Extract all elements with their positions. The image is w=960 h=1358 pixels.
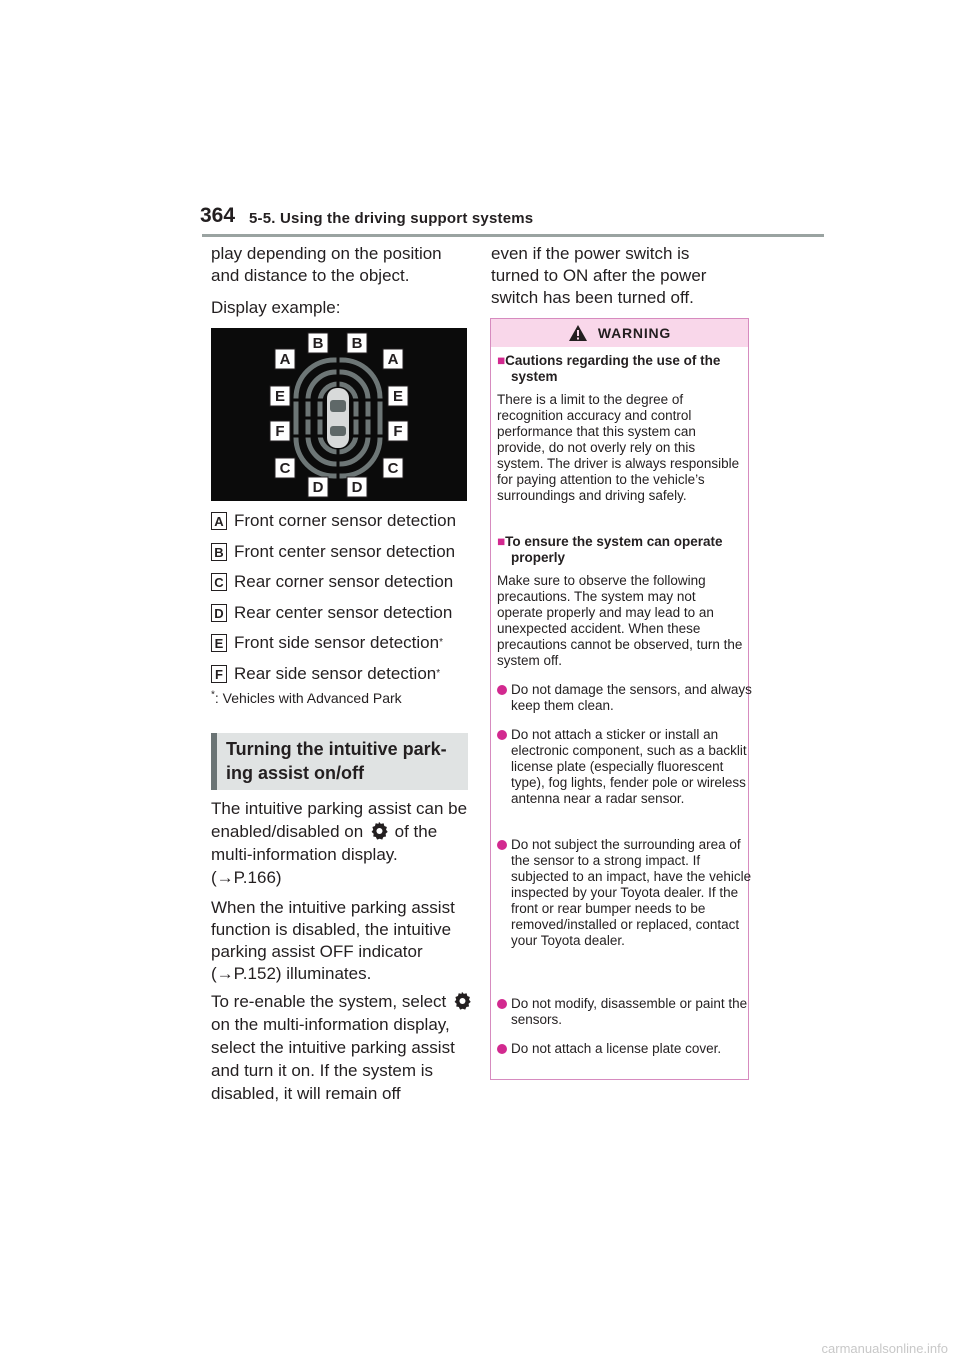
header-rule: [202, 234, 824, 237]
paragraph-enable-disable: The intuitive parking assist can be enabled/disabled on of the multi-information display. (→P.166): [211, 799, 468, 887]
section-heading: Turning the intuitive park- ing assist on/off: [226, 739, 447, 783]
warning-heading-cautions: ■Cautions regarding the use of the system: [497, 353, 721, 384]
legend-item-f: F Rear side sensor detection *: [211, 663, 440, 685]
paragraph-display-intro: play depending on the position and distance to the object.: [211, 244, 442, 285]
warning-header: [491, 319, 748, 347]
legend-letter: B: [211, 543, 227, 561]
warning-box: [490, 318, 752, 1080]
gear-icon: [368, 820, 390, 842]
warning-title: WARNING: [597, 325, 672, 341]
display-example-label: Display example:: [211, 298, 341, 317]
warning-bullet: Do not damage the sensors, and always keep them clean.: [497, 682, 757, 714]
figure-label-f-left: F: [275, 423, 285, 440]
warning-text-operate: Make sure to observe the following precautions. The system may not operate properly and may lead to an unexpected accident. When these precautions cannot be observed, turn the system off.: [497, 573, 743, 668]
figure-label-b-right: B: [351, 335, 363, 352]
legend-letter: D: [211, 604, 227, 622]
watermark: carmanualsonline.info: [821, 1341, 948, 1356]
footnote: *: Vehicles with Advanced Park: [211, 689, 402, 706]
bullet-dot-icon: [497, 840, 507, 850]
page-number: 364: [200, 204, 236, 227]
warning-bullet: Do not subject the surrounding area of the sensor to a strong impact. If subjected to an impact, have the vehicle inspected by your Toyota dealer. If the front or rear bumper needs to be removed/installed or replaced, contact your Toyota dealer.: [497, 837, 757, 949]
legend-item-d: [211, 602, 452, 624]
paragraph-disabled-indicator: When the intuitive parking assist function is disabled, the intuitive parking assist OFF indicator (→P.152) illuminates.: [211, 898, 455, 983]
bullet-dot-icon: [497, 999, 507, 1009]
legend-letter: A: [211, 512, 227, 530]
figure-label-e-left: E: [274, 388, 286, 405]
figure-label-a-left: A: [279, 351, 291, 368]
gear-icon: [451, 990, 473, 1012]
warning-bullet: Do not attach a sticker or install an electronic component, such as a backlit license plate (especially fluorescent type), fog lights, fender pole or wireless antenna near a radar sensor.: [497, 727, 757, 807]
warning-heading-operate: ■To ensure the system can operate properly: [497, 534, 723, 565]
figure-label-c-right: C: [387, 460, 399, 477]
legend-text: Rear side sensor detection: [234, 664, 437, 683]
warning-triangle-icon: [568, 324, 588, 342]
legend-item-c: [211, 571, 453, 593]
paragraph-re-enable: To re-enable the system, select on the multi-information display, select the intuitive parking assist and turn it on. If the system is disabled, it will remain off: [211, 990, 473, 1105]
legend-text: Rear center sensor detection: [234, 603, 453, 622]
bullet-dot-icon: [497, 730, 507, 740]
sensor-display-figure: [211, 328, 467, 501]
figure-label-e-right: E: [392, 388, 404, 405]
legend-text: Front side sensor detection: [234, 633, 440, 652]
figure-label-d-right: D: [351, 479, 363, 496]
section-title: 5-5. Using the driving support systems: [249, 210, 534, 227]
bullet-dot-icon: [497, 1044, 507, 1054]
warning-bullet: Do not modify, disassemble or paint the sensors.: [497, 996, 757, 1028]
paragraph-continued: even if the power switch is turned to ON after the power switch has been turned off.: [491, 244, 707, 307]
legend-text: Front center sensor detection: [234, 542, 456, 561]
figure-label-c-left: C: [279, 460, 291, 477]
figure-label-b-left: B: [312, 335, 324, 352]
legend-letter: E: [211, 634, 227, 652]
warning-text-cautions: There is a limit to the degree of recognition accuracy and control performance that this system can provide, do not overly rely on this system. The driver is always responsible for paying attention to the vehicle’s surroundings and driving safely.: [497, 392, 740, 503]
figure-label-f-right: F: [393, 423, 403, 440]
legend-letter: F: [211, 665, 227, 683]
legend-letter: C: [211, 573, 227, 591]
warning-bullet: Do not attach a license plate cover.: [497, 1041, 757, 1057]
footnote-mark: *: [211, 689, 215, 701]
section-heading-box: [211, 733, 468, 790]
figure-label-d-left: D: [312, 479, 324, 496]
legend-item-b: [211, 541, 455, 563]
legend-item-a: [211, 510, 456, 532]
heading-accent-bar: [211, 733, 217, 790]
sensor-display-illustration: [211, 328, 467, 501]
legend-text: Front corner sensor detection: [234, 511, 457, 530]
bullet-dot-icon: [497, 685, 507, 695]
legend-text: Rear corner sensor detection: [234, 572, 454, 591]
legend-item-e: E Front side sensor detection *: [211, 632, 443, 654]
figure-label-a-right: A: [387, 351, 399, 368]
